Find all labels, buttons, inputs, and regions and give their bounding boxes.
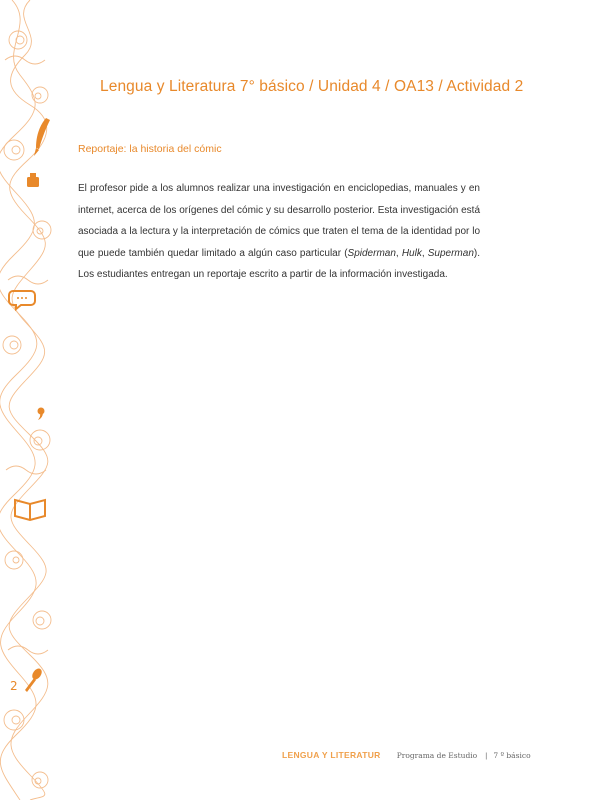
page-header-title: Lengua y Literatura 7° básico / Unidad 4 / OA13 / Actividad 2 bbox=[100, 78, 524, 95]
footer-brand: LENGUA Y LITERATUR bbox=[282, 750, 381, 760]
activity-description bbox=[78, 178, 480, 286]
footer-program: Programa de Estudio bbox=[396, 751, 478, 760]
title-spiderman: Spiderman bbox=[347, 247, 396, 259]
comma-icon bbox=[38, 408, 45, 421]
footer-separator: | bbox=[485, 751, 488, 760]
open-book-icon bbox=[15, 500, 45, 520]
separator-2: , bbox=[421, 247, 428, 259]
section-heading: Reportaje: la historia del cómic bbox=[78, 143, 222, 155]
description-text-1: El profesor pide a los alumnos realizar una investigación en enciclopedias, manuales y en internet, acerca de los orígenes del cómic y su desarrollo posterior. Esta investigación está asociada a la lectura y la interpretación de cómics que traten el tema de la identidad por lo que puede también quedar limitado a algún caso particular ( bbox=[78, 183, 480, 259]
title-superman: Superman bbox=[427, 247, 474, 259]
ink-bottle-icon bbox=[27, 173, 39, 187]
pen-nib-icon bbox=[34, 118, 50, 156]
svg-text:2: 2 bbox=[10, 679, 18, 693]
separator-1: , bbox=[395, 247, 402, 259]
decorative-left-border bbox=[0, 0, 60, 800]
title-hulk: Hulk bbox=[401, 247, 422, 259]
footer-grade: 7 º básico bbox=[493, 751, 531, 760]
microphone-icon bbox=[25, 667, 44, 692]
description-text-2: ). Los estudiantes entregan un reportaje escrito a partir de la información investigada. bbox=[78, 247, 480, 280]
page-footer bbox=[282, 750, 542, 764]
